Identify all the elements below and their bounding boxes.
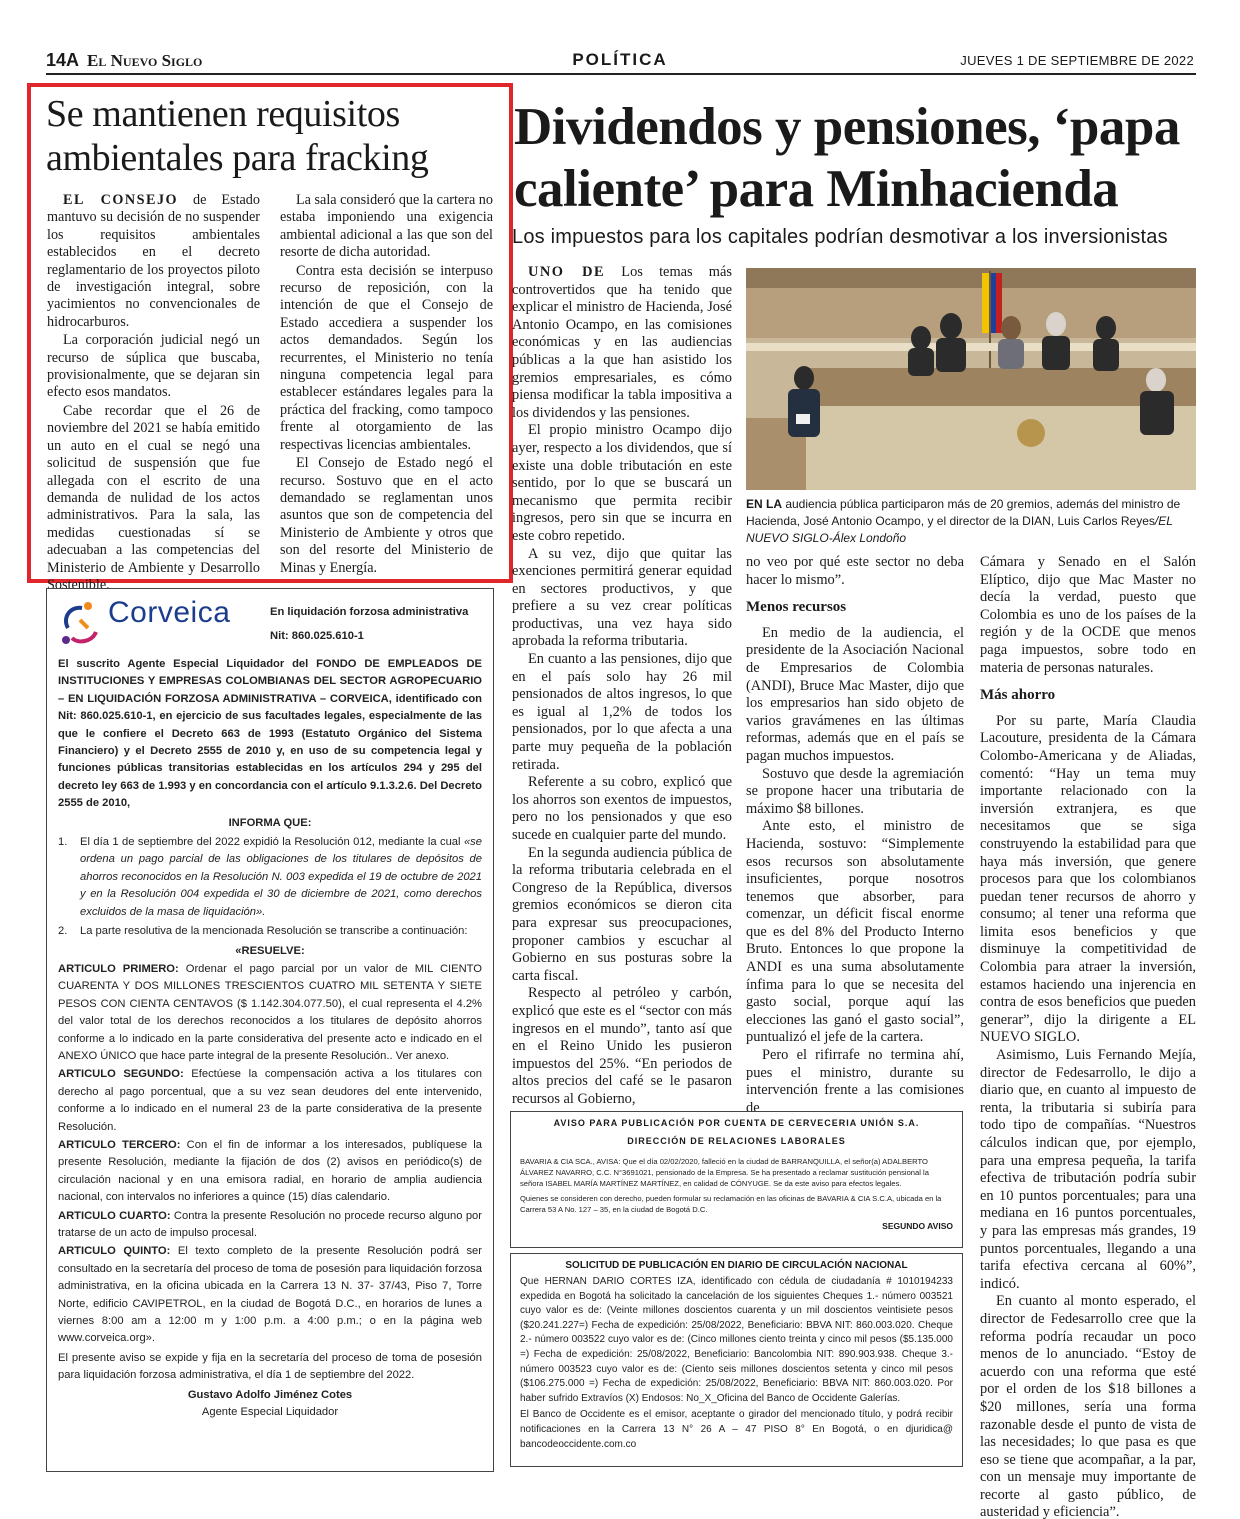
paragraph: La sala consideró que la cartera no estaba imponiendo una exigencia ambiental adicional a las que son del resorte de dicha autoridad. <box>280 192 493 261</box>
paragraph: Pero el rifirrafe no termina ahí, pues el ministro, durante su intervención frente a las comisiones de <box>746 1047 964 1116</box>
lead-in: EL CONSEJO <box>63 192 179 208</box>
paragraph: A su vez, dijo que quitar las exenciones permitirá generar equidad en sectores productivos, y que prefiere a su vez crear políticas productivas, una vez haya sido aprobada la reforma tributaria. <box>512 545 732 650</box>
notice-closing: El presente aviso se expide y fija en la secretaría del proceso de toma de posesión para liquidación forzosa administrativa, el día 1 de septiembre del 2022. <box>58 1351 482 1382</box>
subheading: Más ahorro <box>980 687 1056 704</box>
main-headline: Dividendos y pensiones, ‘papa caliente’ para Minhacienda <box>514 98 1180 218</box>
paragraph: El Consejo de Estado negó el recurso. Sostuvo que en el acto demandado se reglamentan unos asuntos que son de competencia del Ministerio de Ambiente y otros que son del resorte del Ministerio de Minas y Energía. <box>280 455 493 576</box>
notice-article: ARTICULO PRIMERO: Ordenar el pago parcial por un valor de MIL CIENTO CUARENTA Y DOS MILLONES TRESCIENTOS CUATRO MIL SETENTA Y SIETE PESOS CON CIENTA CENTAVOS ($ 1.142.304.077.50), el cual representa el 4.2% del valor total de los derechos reconocidos a los titulares de depósito ahorros conforme a lo indicado en la parte considerativa del presente acto e indicado en el ANEXO ÚNICO que hace parte integral de la presente Resolución.. Ver anexo. <box>58 962 483 1062</box>
header-rule <box>46 73 1196 75</box>
subheading: Menos recursos <box>746 599 847 616</box>
notice-signer: Gustavo Adolfo Jiménez Cotes <box>187 1388 353 1401</box>
notice-article: ARTICULO QUINTO: El texto completo de la presente Resolución podrá ser consultado en la secretaría del proceso de toma de posesión para liquidación forzosa administrativa, en la oficina ubicada en la Carrera 13 N. 37- 37/43, Piso 7, Torre Norte, edificio CAVIPETROL, en la ciudad de Bogotá D.C., en horarios de lunes a viernes 8:00 am a 12:00 m y 1:00 p.m. a 4:00 p.m.; o en la página web www.corveica.org». <box>58 1245 483 1345</box>
notice-resuelve: «RESUELVE: <box>235 944 305 957</box>
photo-caption: EN LA audiencia pública participaron más de 20 gremios, además del ministro de Hacienda, José Antonio Ocampo, y el director de la DIAN, Luis Carlos Reyes/EL NUEVO SIGLO-Álex Londoño <box>746 497 1181 545</box>
left-article-col2 <box>280 192 493 578</box>
paragraph: En medio de la audiencia, el presidente de la Asociación Nacional de Empresarios de Colombia (ANDI), Bruce Mac Master, dijo que los empresarios han sido objeto de varios gravámenes en las últimas reformas, además que en el país se pagan muchos impuestos. <box>746 624 964 764</box>
section-title: POLÍTICA <box>572 50 668 69</box>
paragraph: El propio ministro Ocampo dijo ayer, respecto a los dividendos, que sí existe una doble tributación en este sentido, por lo que se buscará un mecanismo que permita recibir ingresos, pero sin que se incurra en este cobro repetido. <box>512 422 732 544</box>
corveica-logo-icon <box>58 598 106 648</box>
newspaper-name: El Nuevo Siglo <box>87 51 203 70</box>
notice-status: En liquidación forzosa administrativa <box>270 606 469 618</box>
paragraph: Contra esta decisión se interpuso recurso de reposición, con la intención de que el Consejo de Estado accediera a suspender los actos demandados. Según los recurrentes, el Ministerio no tenía ninguna competencia legal para establecer estándares legales para la práctica del fracking, como tampoco frente al otorgamiento de las respectivas licencias ambientales. <box>280 262 493 453</box>
notice-header <box>58 590 482 656</box>
paragraph: Asimismo, Luis Fernando Mejía, director de Fedesarrollo, le dijo a diario que, en cuanto al impuesto de renta, la tributaria si subiría para todo tipo de compañías. “Nuestros cálculos indican que, por ejemplo, para una empresa pequeña, la tarifa efectiva de tributación podría subir en 10 puntos porcentuales; para una mediana en 16 puntos porcentuales, y para las empresas más grandes, 19 puntos porcentuales, llegando a una tarifa efectiva cercana al 60%”, indicó. <box>980 1047 1196 1292</box>
notice-article: ARTICULO CUARTO: Contra la presente Resolución no procede recurso alguno por tratarse de un acto de impulso procesal. <box>58 1209 482 1239</box>
page-number: 14A <box>46 50 80 70</box>
paragraph: Sostuvo que desde la agremiación se propone hacer una tributaria de máximo $8 billones. <box>746 765 964 817</box>
legal-notice <box>58 590 482 1421</box>
bavaria-notice <box>520 1118 953 1231</box>
paragraph: EL CONSEJO de Estado mantuvo su decisión de no suspender los requisitos ambientales establecidos en el decreto reglamentario de los proyectos piloto de investigación integral, sobre yacimientos no convencionales de hidrocarburos. <box>47 192 260 330</box>
main-subtitle: Los impuestos para los capitales podrían desmotivar a los inversionistas <box>512 226 1168 248</box>
main-article-col2 <box>746 554 964 1117</box>
solicitud-body: Que HERNAN DARIO CORTES IZA, identificado con cédula de ciudadanía # 1010194233 expedida en Bogotá ha solicitado la cancelación de los siguientes Cheques 1.- número 003521 cuyo valor es de: (Veinte millones doscientos cuarenta y un mil doscientos veintisiete pesos ($20.241.227=) Fecha de expedición: 25/08/2022, Beneficiario: BBVA NIT: 860.003.020. Cheque 2.- número 003522 cuyo valor es de: (Cinco millones ciento treinta y cinco mil pesos ($5.135.000 =) Fecha de expedición: 25/08/2022, Beneficiario: Bancolombia NIT: 890.903.938. Cheque 3.- número 003523 cuyo valor es de: (Ciento seis millones doscientos setenta y cinco mil pesos ($106.275.000 =) Fecha de expedición: 25/08/2022, Beneficiario: BBVA NIT: 860.003.020. Por haber sufrido Extravíos (X) Endosos: No_X_Oficina del Banco de Occidente Galerías. <box>520 1276 953 1404</box>
issue-date: JUEVES 1 DE SEPTIEMBRE DE 2022 <box>960 53 1194 68</box>
solicitud-body-2: El Banco de Occidente es el emisor, aceptante o girador del mencionado título, y podrá recibir notificaciones en la Carrera 13 N° 26 A – 47 PISO 8° En Bogotá, o en djuridica@ bancodeoccidente.com.co <box>520 1409 953 1450</box>
corveica-logo-text: Corveica <box>108 596 231 629</box>
notice-intro: El suscrito Agente Especial Liquidador del FONDO DE EMPLEADOS DE INSTITUCIONES Y EMPRESAS COLOMBIANAS DEL SECTOR AGROPECUARIO – EN LIQUIDACIÓN FORZOSA ADMINISTRATIVA – CORVEICA, identificado con Nit: 860.025.610-1, en ejercicio de sus facultades legales, especialmente de las que le confiere el Decreto 663 de 1993 (Estatuto Orgánico del Sistema Financiero) y el Decreto 2555 de 2010 y, en uso de su competencia legal y funciones públicas transitorias establecidas en los artículos 294 y 295 del decreto ley 663 de 1.993 y en concordancia con el artículo 9.1.3.2.6. Del Decreto 2555 de 2010, <box>58 658 482 810</box>
main-article-col1 <box>512 264 732 1109</box>
left-article-col1 <box>47 192 260 595</box>
notice-item-2: 2. La parte resolutiva de la mencionada Resolución se transcribe a continuación: <box>58 925 468 938</box>
notice-article: ARTICULO TERCERO: Con el fin de informar a los interesados, publíquese la presente Resolución, mediante la fijación de dos (2) avisos en periódico(s) de circulación nacional y en una emisora radial, en horario de amplia audiencia nacional, con intervalos no inferiores a quince (15) días calendario. <box>58 1138 482 1204</box>
caption-lead: EN LA <box>746 497 782 511</box>
notice-nit: Nit: 860.025.610-1 <box>270 630 364 642</box>
paragraph: Cámara y Senado en el Salón Elíptico, dijo que Mac Master no decía la verdad, puesto que Colombia es uno de los países de la región y de la OCDE que menos paga impuestos, sobre todo en materia de personas naturales. <box>980 554 1196 676</box>
bavaria-subtitle: DIRECCIÓN DE RELACIONES LABORALES <box>627 1136 846 1146</box>
paragraph: Por su parte, María Claudia Lacouture, presidenta de la Cámara Colombo-Americana y de Aliadas, comentó: “Hay un tema muy importante relacionado con la inversión extranjera, es que necesitamos que se siga construyendo la estabilidad para que haya más inversión, que genere procesos para que los colombianos puedan tener recursos de ahorro y consumo; al tener una reforma que limita esos beneficios y que disminuye la competitividad de Colombia para atraer la inversión, estamos haciendo una injerencia en contra de esos beneficios que pueden generar”, dijo la dirigente a EL NUEVO SIGLO. <box>980 712 1196 1046</box>
paragraph: UNO DE Los temas más controvertidos que ha tenido que explicar el ministro de Hacienda, José Antonio Ocampo, en las comisiones económicas y en las audiencias públicas a la que han asistido los gremios empresariales, es cómo piensa modificar la tabla impositiva a los dividendos y las pensiones. <box>512 264 732 421</box>
paragraph: En la segunda audiencia pública de la reforma tributaria celebrada en el Congreso de la República, diversos gremios económicos se dieron cita para expresar sus preocupaciones, proponer cambios y escuchar al Gobierno en sus posturas sobre la carta fiscal. <box>512 844 732 984</box>
paragraph: no veo por qué este sector no deba hacer lo mismo”. <box>746 554 964 588</box>
solicitud-title: SOLICITUD DE PUBLICACIÓN EN DIARIO DE CIRCULACIÓN NACIONAL <box>565 1260 908 1271</box>
solicitud-notice <box>520 1260 953 1452</box>
paragraph: En cuanto a las pensiones, dijo que en el país solo hay 26 mil pensionados de altos ingresos, lo que es igual al 1,2% de todos los pensionados, por lo que afecta a una parte muy pequeña de la población retirada. <box>512 651 732 773</box>
bavaria-body: BAVARIA & CIA SCA., AVISA: Que el día 02/02/2020, falleció en la ciudad de BARRANQUILLA, el señor(a) ADALBERTO ÁLVAREZ NAVARRO, C.C. N°3691021, pensionado de la Empresa. Se ha presentado a reclamar sustitución pensional la señora ISABEL MARÍA MARTÍNEZ MARTÍNEZ, en calidad de CÓNYUGE. Se da este aviso para efectos legales. <box>520 1157 929 1188</box>
left-article-title: Se mantienen requisitos ambientales para fracking <box>46 93 429 179</box>
notice-informa: INFORMA QUE: <box>228 816 312 829</box>
photo-credit: /EL NUEVO SIGLO-Álex Londoño <box>746 514 1173 545</box>
main-article-col3 <box>980 554 1196 1519</box>
notice-article: ARTICULO SEGUNDO: Efectúese la compensación activa a los titulares con derecho al pago porcentual, que a su vez sean deudores del ente intervenido, conforme a lo indicado en el numeral 23 de la parte considerativa de la presente Resolución. <box>58 1068 482 1133</box>
paragraph: Cabe recordar que el 26 de noviembre del 2021 se había emitido un auto en el cual se negó una solicitud de suspensión que fue allegada con el escrito de una demanda de nulidad de los actos administrativos. Para la sala, las medidas cuestionadas sí se adecuaban a las competencias del Ministerio de Ambiente y Desarrollo Sostenible. <box>47 402 260 593</box>
notice-signer-role: Agente Especial Liquidador <box>201 1406 339 1419</box>
bavaria-body-2: Quienes se consideren con derecho, pueden formular su reclamación en las oficinas de BAVARIA & CIA S.C.A, ubicada en la Carrera 53 A No. 127 – 35, en la ciudad de Bogotá D.C. <box>520 1194 942 1214</box>
paragraph: En cuanto al monto esperado, el director de Fedesarrollo cree que la reforma podría recaudar un poco menos de lo anunciado. “Estoy de acuerdo con una reforma que esté por el orden de los $18 billones a $20 millones, sería una forma razonable desde el punto de vista de las necesidades; lo que pasa es que eso se tiene que acompañar, a la par, con un mensaje muy importante de recorte al gasto público, de austeridad y eficiencia”. <box>980 1293 1196 1519</box>
hearing-photo <box>746 268 1196 490</box>
paragraph: Ante esto, el ministro de Hacienda, sostuvo: “Simplemente esos recursos son absolutamente insuficientes, porque nosotros tenemos que absorber, para comenzar, un déficit fiscal enorme que es del 8% del Producto Interno Bruto. Entonces lo que propone la ANDI es una suma absolutamente ínfima para lo que se necesita del gasto social, porque aquí las elecciones las ganó el gasto social”, puntualizó el jefe de la cartera. <box>746 818 964 1046</box>
lead-in: UNO DE <box>528 264 606 280</box>
notice-item-1: 1. El día 1 de septiembre del 2022 expidió la Resolución 012, mediante la cual «se ordena un pago parcial de las obligaciones de los titulares de depósitos de ahorros reconocidos en la Resolución N. 003 expedida el 19 de octubre de 2021 y en la Resolución 004 expedida el 30 de diciembre de 2021, como derechos excluidos de la masa de liquidación». <box>58 836 482 918</box>
paragraph: Referente a su cobro, explicó que los ahorros son exentos de impuestos, pero no los pensionados y que eso sucede en cualquier parte del mundo. <box>512 774 732 843</box>
paragraph: Respecto al petróleo y carbón, explicó que este es el “sector con más ingresos en el mundo”, tanto así que en el Reino Unido les pusieron impuestos del 25%. “En periodos de altos precios del café se le pasaron recursos al Gobierno, <box>512 985 732 1107</box>
bavaria-footer: SEGUNDO AVISO <box>882 1221 953 1231</box>
paragraph: La corporación judicial negó un recurso de súplica que buscaba, provisionalmente, que se dejaran sin efecto esos mandatos. <box>47 332 260 401</box>
bavaria-title: AVISO PARA PUBLICACIÓN POR CUENTA DE CERVECERIA UNIÓN S.A. <box>553 1118 920 1128</box>
